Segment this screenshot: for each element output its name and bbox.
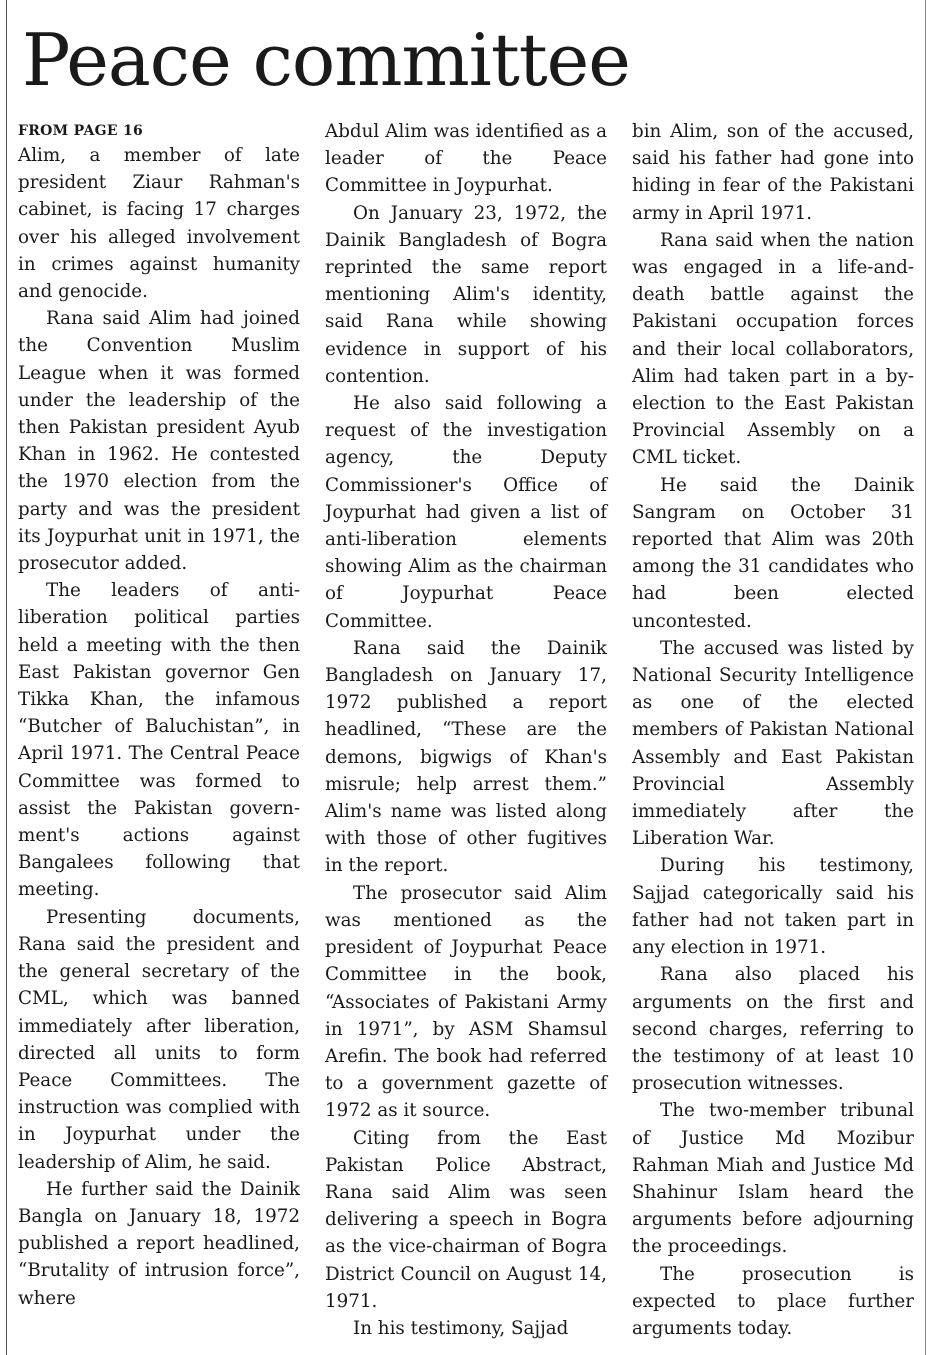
paragraph: Rana said Alim had joined the Convention Muslim League when it was formed under the leadership of the then Pakistan president Ayub Khan in 1962. He contested the 1970 election from the party and was the president its Joypurhat unit in 1971, the prosecutor added. xyxy=(18,308,300,575)
paragraph: Abdul Alim was identified as a leader of the Peace Committee in Joypurhat. xyxy=(325,121,607,197)
paragraph: The accused was listed by National Security Intelligence as one of the elected members of Pakistan National Assembly and East Pakistan Provincial Assembly immediately after the Liberation War. xyxy=(632,637,914,850)
paragraph: Rana also placed his arguments on the first and second charges, referring to the testimony of at least 10 prosecution witnesses. xyxy=(632,964,914,1095)
paragraph: He further said the Dainik Bangla on January 18, 1972 published a report headlined, “Brutality of intrusion force”, where xyxy=(18,1178,300,1309)
paragraph: The prosecution is expected to place further arguments today. xyxy=(632,1263,914,1339)
paragraph: In his testimony, Sajjad xyxy=(353,1317,569,1339)
paragraph: bin Alim, son of the accused, said his father had gone into hiding in fear of the Pakistani army in April 1971. xyxy=(632,121,914,224)
paragraph: On January 23, 1972, the Dainik Bangladesh of Bogra reprinted the same report mentioning Alim's identity, said Rana while showing evidence in support of his contention. xyxy=(325,202,607,387)
headline: Peace committee xyxy=(22,18,630,102)
paragraph: Rana said when the nation was engaged in a life-and-death battle against the Pakistani occupation forces and their local collaborators, Alim had taken part in a by-election to the East Pakistan Provincial Assembly on a CML ticket. xyxy=(632,229,914,469)
kicker-from-page: FROM PAGE 16 xyxy=(18,123,144,139)
paragraph: Presenting documents, Rana said the president and the general secretary of the CML, which was banned immediately after liberation, directed all units to form Peace Committees. The instruction was complied with in Joypurhat under the leadership of Alim, he said. xyxy=(18,906,300,1173)
paragraph: Rana said the Dainik Bangladesh on January 17, 1972 published a report headlined, “These are the demons, bigwigs of Khan's misrule; help arrest them.” Alim's name was listed along with those of other fugitives in the report. xyxy=(325,637,607,877)
paragraph: The two-member tribunal of Justice Md Mozibur Rahman Miah and Justice Md Shahinur Islam heard the arguments before adjourning the proceedings. xyxy=(632,1100,914,1258)
left-border-rule xyxy=(6,0,7,1355)
article-column-2 xyxy=(325,118,607,1342)
paragraph: During his testimony, Sajjad categorically said his father had not taken part in any election in 1971. xyxy=(632,855,914,959)
paragraph: He said the Dainik Sangram on October 31 reported that Alim was 20th among the 31 candidates who had been elected uncontested. xyxy=(632,474,914,632)
paragraph: The leaders of anti-liberation political parties held a meeting with the then East Pakistan governor Gen Tikka Khan, the infamous “Butcher of Baluchistan”, in April 1971. The Central Peace Committee was formed to assist the Pakistan government's actions against Bangalees following that meeting. xyxy=(18,580,300,901)
paragraph: The prosecutor said Alim was mentioned as the president of Joypurhat Peace Committee in the book, “Associates of Pakistani Army in 1971”, by ASM Shamsul Arefin. The book had referred to a government gazette of 1972 as it source. xyxy=(325,882,607,1122)
right-border-rule xyxy=(925,0,926,1355)
article-column-1 xyxy=(18,120,300,1312)
paragraph: He also said following a request of the investigation agency, the Deputy Commissioner's Office of Joypurhat had given a list of anti-liberation elements showing Alim as the chairman of Joypurhat Peace Committee. xyxy=(325,393,607,632)
article-column-3 xyxy=(632,118,914,1342)
paragraph: Citing from the East Pakistan Police Abstract, Rana said Alim was seen delivering a speech in Bogra as the vice-chairman of Bogra District Council on August 14, 1971. xyxy=(325,1127,607,1312)
paragraph: Alim, a member of late president Ziaur Rahman's cabinet, is facing 17 charges over his alleged involvement in crimes against humanity and genocide. xyxy=(18,145,300,303)
